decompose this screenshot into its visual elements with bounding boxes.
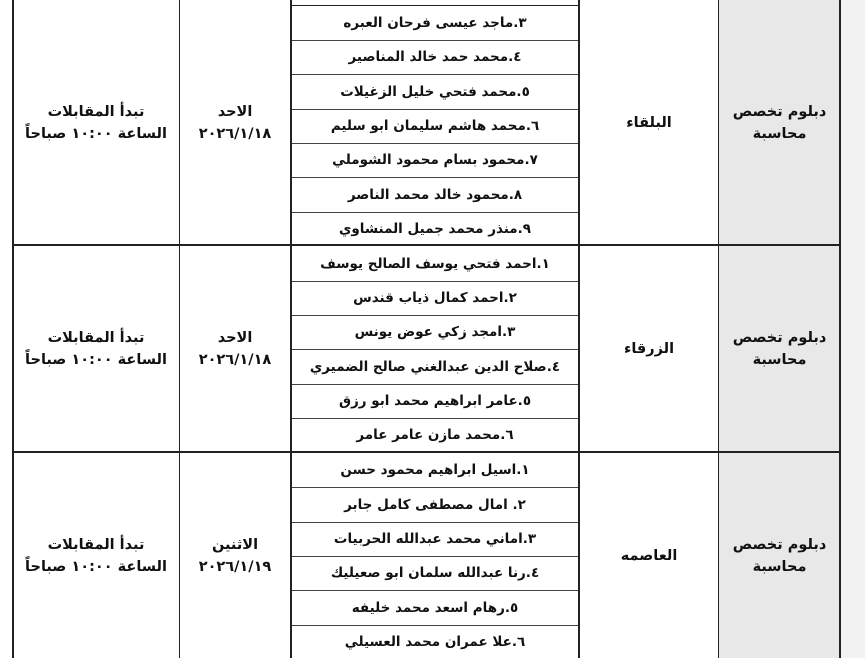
names-cell bbox=[291, 246, 579, 452]
list-item: ٥.عامر ابراهيم محمد ابو رزق bbox=[291, 384, 579, 419]
list-item: ٣.اماني محمد عبدالله الحربيات bbox=[291, 522, 579, 557]
program-cell: دبلوم تخصص محاسبة bbox=[719, 246, 840, 452]
list-item: ٧.محمود بسام محمود الشوملي bbox=[291, 143, 579, 178]
table-row-group bbox=[0, 0, 865, 245]
column-divider bbox=[578, 0, 580, 658]
time-cell: تبدأ المقابلات الساعة ١٠:٠٠ صباحاً bbox=[25, 330, 167, 368]
time-cell: تبدأ المقابلات الساعة ١٠:٠٠ صباحاً bbox=[25, 536, 167, 575]
program-cell: دبلوم تخصص محاسبة bbox=[719, 0, 840, 245]
list-item: ٣.امجد زكي عوض يونس bbox=[291, 315, 579, 350]
list-item: ٥.محمد فتحي خليل الزغيلات bbox=[291, 74, 579, 110]
list-item: ٤.محمد حمد خالد المناصير bbox=[291, 40, 579, 75]
list-item: ٢.احمد كمال ذياب قندس bbox=[291, 281, 579, 316]
column-divider bbox=[718, 0, 719, 658]
date-cell: الاثنين ٢٠٢٦/١/١٩ bbox=[198, 536, 272, 575]
list-item: ٤.صلاح الدين عبدالغني صالح الضميري bbox=[291, 349, 579, 385]
program-cell: دبلوم تخصص محاسبة bbox=[719, 453, 840, 658]
table-border-right bbox=[839, 0, 841, 658]
column-divider bbox=[290, 0, 292, 658]
table-row-group bbox=[0, 453, 865, 658]
region-cell: الزرقاء bbox=[623, 341, 675, 357]
names-top-border bbox=[291, 5, 579, 6]
date-cell: الاحد ٢٠٢٦/١/١٨ bbox=[198, 103, 272, 142]
region-cell: البلقاء bbox=[626, 114, 672, 131]
names-cell bbox=[291, 453, 579, 658]
date-cell: الاحد ٢٠٢٦/١/١٨ bbox=[198, 330, 272, 368]
list-item: ٣.ماجد عيسى فرحان العبره bbox=[291, 6, 579, 41]
column-divider bbox=[179, 0, 180, 658]
table-border-left bbox=[12, 0, 14, 658]
list-item: ١.احمد فتحي يوسف الصالح يوسف bbox=[291, 246, 579, 282]
list-item: ٦.محمد مازن عامر عامر bbox=[356, 427, 514, 443]
list-item: ٥.رهام اسعد محمد خليفه bbox=[291, 590, 579, 626]
row-divider bbox=[13, 451, 840, 453]
list-item: ١.اسيل ابراهيم محمود حسن bbox=[291, 453, 579, 488]
region-cell: العاصمه bbox=[620, 547, 678, 564]
time-cell: تبدأ المقابلات الساعة ١٠:٠٠ صباحاً bbox=[25, 103, 167, 142]
list-item: ٦.محمد هاشم سليمان ابو سليم bbox=[291, 109, 579, 144]
row-divider bbox=[13, 244, 840, 246]
list-item: ٨.محمود خالد محمد الناصر bbox=[291, 177, 579, 213]
list-item: ٢. امال مصطفى كامل جابر bbox=[291, 487, 579, 523]
names-cell bbox=[291, 0, 579, 245]
table-row-group bbox=[0, 246, 865, 452]
list-item: ٩.منذر محمد جميل المنشاوي bbox=[338, 220, 532, 237]
list-item: ٤.رنا عبدالله سلمان ابو صعيليك bbox=[291, 556, 579, 591]
list-item: ٦.علا عمران محمد العسيلي bbox=[344, 633, 526, 650]
